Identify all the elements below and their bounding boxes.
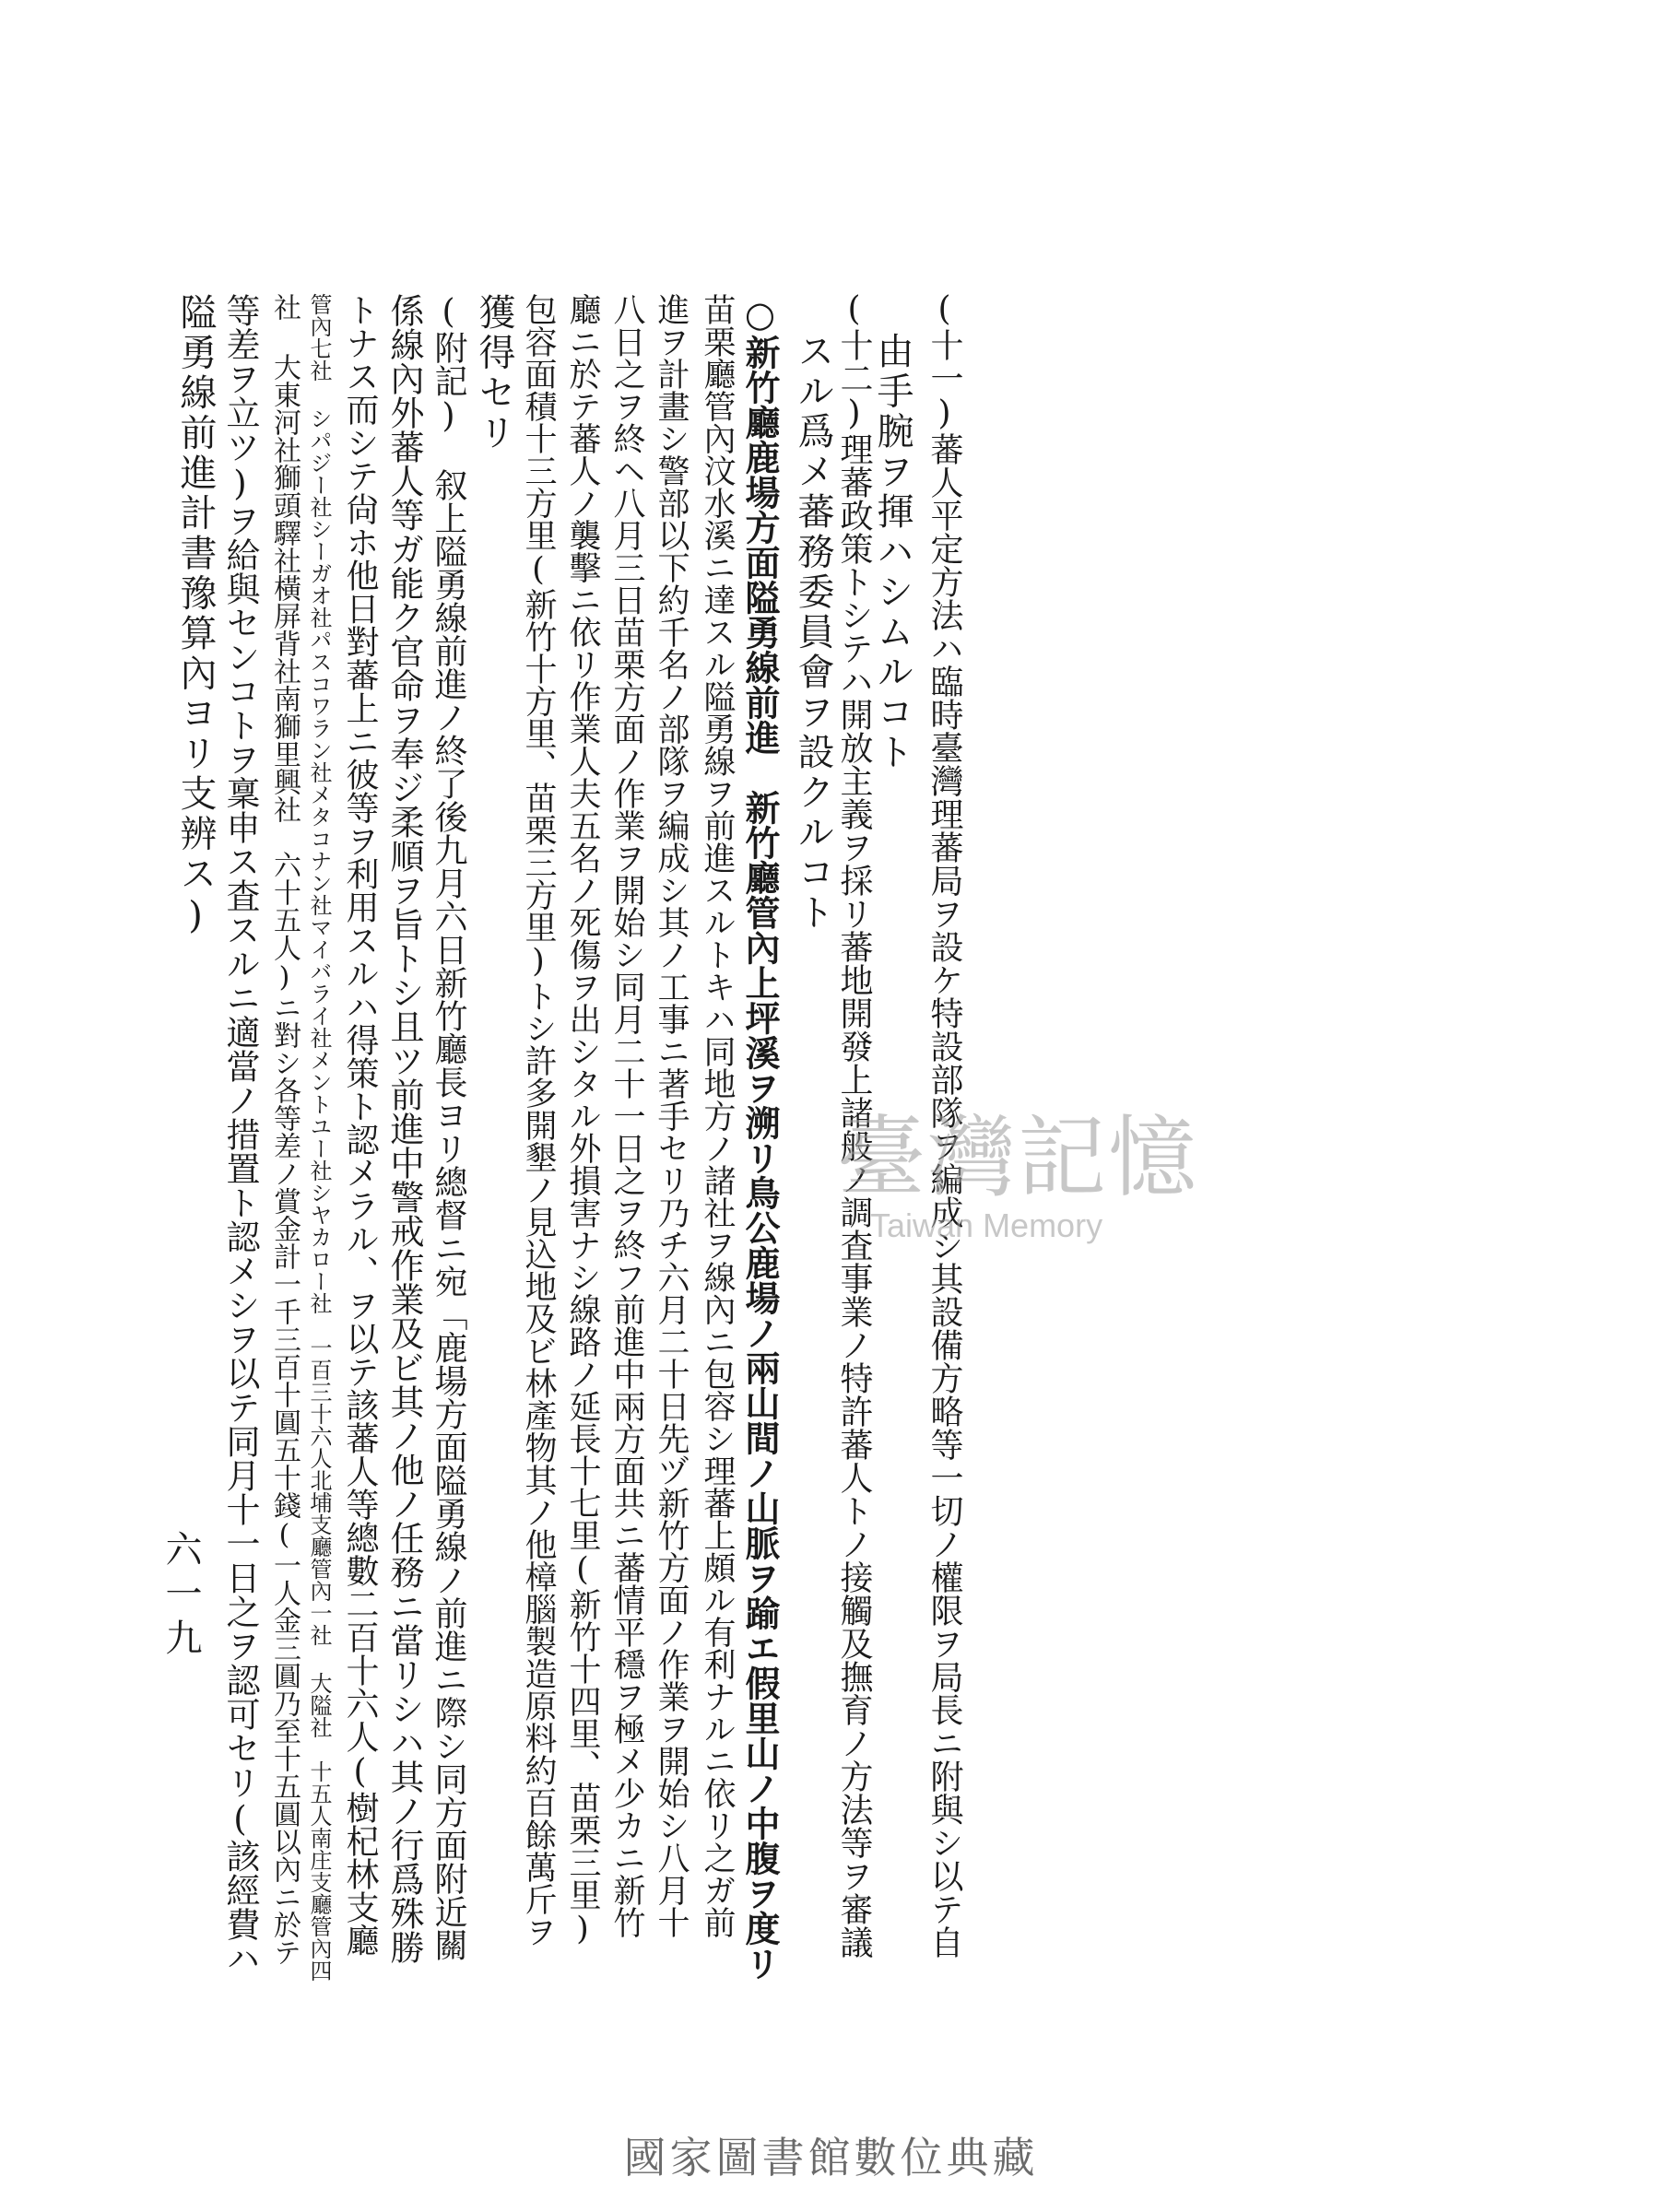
appendix-column-7: 隘勇線前進計書豫算內ヨリ支辨ス) [174,293,217,940]
appendix-column-6: 等差ヲ立ツ)ヲ給與センコトヲ稟申ス査スルニ適當ノ措置ト認メシヲ以テ同月十一日之ヲ認可セリ(該經費ハ [220,293,260,1975]
appendix-column-4: 管內七社 シパジー社シーガオ社パスコワラン社メタコナン社マイバライ社メントユー社シヤカロー社 一百三十六人北埔支廳管內一社 大隘社 十五人南庄支廳管內四 [306,293,332,1982]
appendix-column-3: トナス而シテ尙ホ他日對蕃上ニ彼等ヲ利用スルハ得策ト認メラル、ヲ以テ該蕃人等總數二百十六人(樹杞林支廳 [341,293,379,1957]
text-column-6: 苗栗廳管內汶水溪ニ達スル隘勇線ヲ前進スルトキハ同地方ノ諸社ヲ線內ニ包容シ理蕃上頗ル有利ナルニ依リ之ガ前 [699,293,736,1938]
appendix-column-5: 社 大東河社獅頭驛社橫屏背社南獅里興社 六十五人)ニ對シ各等差ノ賞金計一千三百十圓五十錢(一人金三圓乃至十五圓以內ニ於テ [268,293,301,1966]
text-column-9: 廳ニ於テ蕃人ノ襲擊ニ依リ作業人夫五名ノ死傷ヲ出シタル外損害ナシ線路ノ延長十七里(新竹十四里、苗栗三里) [564,293,601,1947]
watermark-cn: 臺灣記憶 [837,1106,1198,1209]
page-number: 六一九 [159,1530,202,1663]
appendix-column-1: (附記) 叙上隘勇線前進ノ終了後九月六日新竹廳長ヨリ總督ニ宛「鹿場方面隘勇線ノ前進ニ際シ同方面附近關 [430,293,467,1961]
appendix-column-2: 係線內外蕃人等ガ能ク官命ヲ奉ジ柔順ヲ旨トシ且ツ前進中警戒作業及ビ其ノ他ノ任務ニ當リシハ其ノ行爲殊勝 [384,293,424,1964]
text-column-7: 進ヲ計畫シ警部以下約千名ノ部隊ヲ編成シ其ノ工事ニ著手セリ乃チ六月二十日先ヅ新竹方面ノ作業ヲ開始シ八月十 [653,293,690,1938]
text-column-2: 由手腕ヲ揮ハシムルコト [871,332,914,773]
section-heading-column: ○新竹廳鹿場方面隘勇線前進 新竹廳管內上坪溪ヲ溯リ鳥公鹿場ノ兩山間ノ山脈ヲ踰エ假里山ノ中腹ヲ度リ [739,293,781,1981]
footer-caption: 國家圖書館數位典藏 [623,2133,1039,2183]
text-column-1: (十一)蕃人平定方法ハ臨時臺灣理蕃局ヲ設ケ特設部隊ヲ編成シ其設備方略等一切ノ權限ヲ局長ニ附與シ以テ自 [925,290,963,1959]
watermark-en: Taiwan Memory [870,1206,1103,1244]
text-column-4: スル爲メ蕃務委員會ヲ設クルコト [792,332,834,934]
text-column-3: (十二)理蕃政策トシテハ開放主義ヲ採リ蕃地開發上諸般ノ調査事業ノ特許蕃人トノ接觸及撫育ノ方法等ヲ審議 [835,290,873,1959]
text-column-10: 包容面積十三方里(新竹十方里、苗栗三方里)トシ許多開墾ノ見込地及ビ林產物其ノ他樟腦製造原料約百餘萬斤ヲ [520,293,557,1947]
text-column-11: 獲得セリ [473,293,515,453]
text-column-8: 八日之ヲ終ヘ八月三日苗栗方面ノ作業ヲ開始シ同月二十一日之ヲ終フ前進中兩方面共ニ蕃情平穩ヲ極メ少カニ新竹 [608,293,645,1938]
watermark-logo [837,1088,1198,1245]
